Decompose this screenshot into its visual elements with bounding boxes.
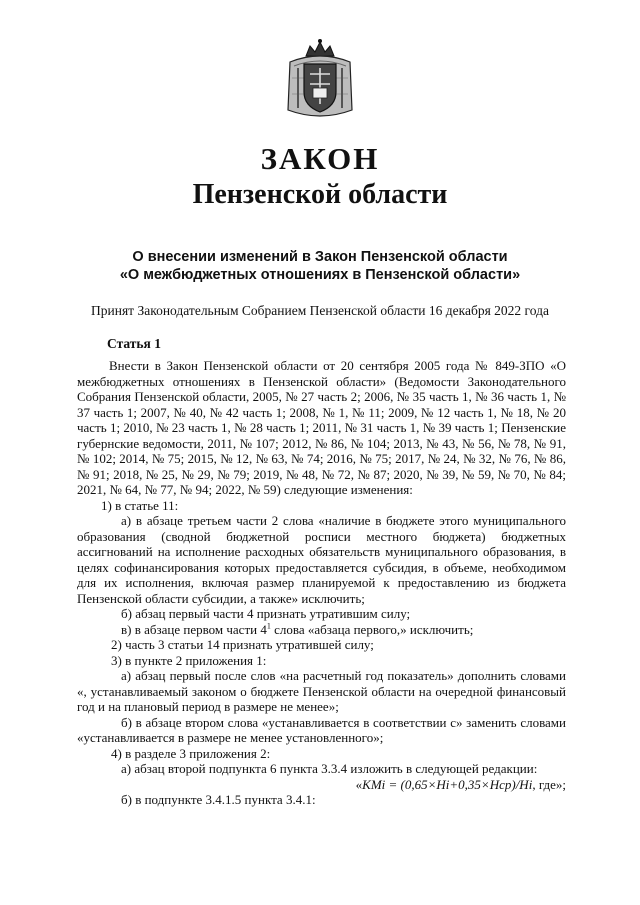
intro-paragraph: Внести в Закон Пензенской области от 20 сентября 2005 года № 849-ЗПО «О межбюджетных отношениях в Пензенской области» (Ведомости Законодательного Собрания Пензенской области, 2005, № 27 часть 2; 2006, № 35 часть 1, № 36 часть 1, № 37 часть 1; 2007, № 40, № 42 часть 1; 2008, № 1, № 11; 2009, № 12 часть 1, № 18, № 20 часть 1; 2010, № 23 часть 1, № 28 часть 1; 2011, № 31 часть 1, № 39 часть 1; Пензенские губернские ведомости, 2011, № 107; 2012, № 86, № 104; 2013, № 43, № 56, № 78, № 91, № 102; 2014, № 75; 2015, № 12, № 63, № 74; 2016, № 75; 2017, № 24, № 32, № 76, № 86, № 91; 2018, № 25, № 29, № 79; 2019, № 48, № 72, № 87; 2020, № 39, № 59, № 70, № 84; 2021, № 64, № 77, № 94; 2022, № 59) следующие изменения: xyxy=(77,358,566,497)
coat-of-arms-icon xyxy=(284,38,356,122)
item-1: 1) в статье 11: xyxy=(101,497,179,513)
item-1-b: б) абзац первый части 4 признать утратившим силу; xyxy=(121,606,411,621)
amendment-title-line-2: «О межбюджетных отношениях в Пензенской области» xyxy=(119,267,521,283)
item-1-a: а) в абзаце третьем части 2 слова «наличие в бюджете этого муниципального образования (сводной бюджетной росписи местного бюджета) бюджетных ассигнований на исполнение расходных обязательств муниципального образования, в целях софинансирования которых предоставляется субсидия, в объеме, необходимом для их исполнения, включая размер планируемой к предоставлению из бюджета Пензенской области субсидии, а также» исключить; xyxy=(77,513,566,606)
item-1-c xyxy=(77,622,566,638)
item-4: 4) в разделе 3 приложения 2: xyxy=(111,745,271,761)
item-4-b: б) в подпункте 3.4.1.5 пункта 3.4.1: xyxy=(121,792,316,807)
item-3: 3) в пункте 2 приложения 1: xyxy=(111,652,267,668)
item-4-a: а) абзац второй подпункта 6 пункта 3.3.4 изложить в следующей редакции: xyxy=(121,761,538,776)
article-body xyxy=(77,358,566,808)
item-3-a: а) абзац первый после слов «на расчетный год показатель» дополнить словами «, устанавливаемый законом о бюджете Пензенской области на очередной финансовый год и на плановый период в размере не менее»; xyxy=(77,668,566,714)
item-3-b: б) в абзаце втором слова «устанавливается в соответствии с» заменить словами «устанавливается в размере не менее установленного»; xyxy=(77,714,566,745)
item-1-c-pre: в) в абзаце первом части 4 xyxy=(121,621,267,637)
formula-open: « xyxy=(355,776,363,792)
document-title: ЗАКОН xyxy=(260,141,380,176)
item-1-c-sup: 1 xyxy=(266,621,271,631)
amendment-title xyxy=(0,248,640,284)
adoption-note: Принят Законодательным Собранием Пензенской области 16 декабря 2022 года xyxy=(91,303,549,318)
formula-close: , где»; xyxy=(532,776,566,792)
document-subtitle: Пензенской области xyxy=(192,179,448,210)
formula-line xyxy=(77,777,566,793)
formula: KMi = (0,65×Hi+0,35×Hср)/Hi xyxy=(362,776,533,792)
article-heading: Статья 1 xyxy=(107,336,161,351)
amendment-title-line-1: О внесении изменений в Закон Пензенской области xyxy=(132,249,508,265)
item-1-c-post: слова «абзаца первого,» исключить; xyxy=(270,621,474,637)
item-2: 2) часть 3 статьи 14 признать утратившей силу; xyxy=(111,637,374,652)
